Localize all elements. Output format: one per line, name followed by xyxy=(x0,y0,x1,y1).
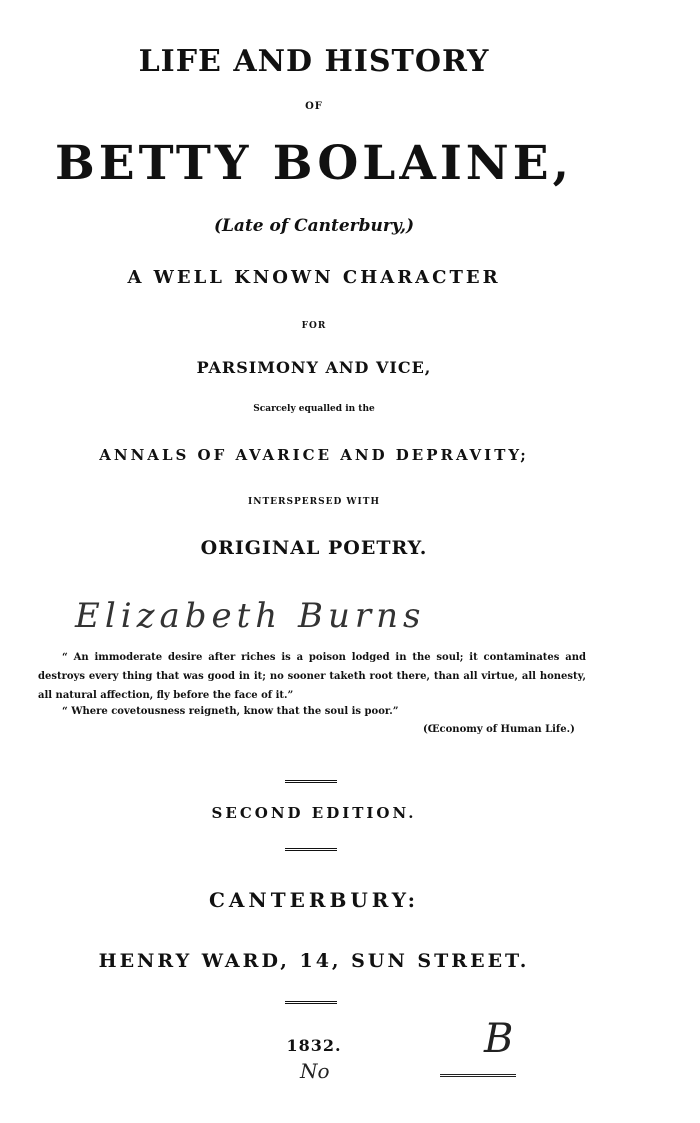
epigraph-source: (Œconomy of Human Life.) xyxy=(423,724,575,735)
title-of: OF xyxy=(305,101,323,112)
subtitle-interspersed: INTERSPERSED WITH xyxy=(248,497,380,507)
subtitle-scarcely: Scarcely equalled in the xyxy=(253,404,375,414)
divider-rule xyxy=(285,848,337,851)
subtitle-for: FOR xyxy=(301,321,327,331)
epigraph-quote-text: “ An immoderate desire after riches is a poison lodged in the soul; it contaminates and destroys every thing that was good in it; no sooner taketh root there, than all virtue, all honesty, all natural affection, fly before the face of it.” xyxy=(38,652,586,701)
handwritten-mark: No xyxy=(300,1059,330,1083)
imprint-year: 1832. xyxy=(286,1036,342,1055)
epigraph-quote-second: “ Where covetousness reigneth, know that the soul is poor.” xyxy=(62,706,399,717)
subtitle-character: A WELL KNOWN CHARACTER xyxy=(127,267,501,288)
subject-name: BETTY BOLAINE, xyxy=(55,136,573,191)
subtitle-parsimony: PARSIMONY AND VICE, xyxy=(196,358,432,377)
subtitle-poetry: ORIGINAL POETRY. xyxy=(200,537,428,559)
handwritten-signature: Elizabeth Burns xyxy=(75,596,426,636)
epigraph-quote xyxy=(38,648,586,705)
handwritten-underline xyxy=(440,1074,516,1077)
subtitle-late-of: (Late of Canterbury,) xyxy=(213,216,415,236)
edition-label: SECOND EDITION. xyxy=(211,804,417,822)
divider-rule xyxy=(285,780,337,783)
title-line: LIFE AND HISTORY xyxy=(138,44,490,79)
divider-rule xyxy=(285,1001,337,1004)
imprint-place: CANTERBURY: xyxy=(208,888,419,912)
subtitle-annals: ANNALS OF AVARICE AND DEPRAVITY; xyxy=(99,446,529,464)
imprint-publisher: HENRY WARD, 14, SUN STREET. xyxy=(98,950,530,972)
handwritten-mark: B xyxy=(484,1016,514,1062)
